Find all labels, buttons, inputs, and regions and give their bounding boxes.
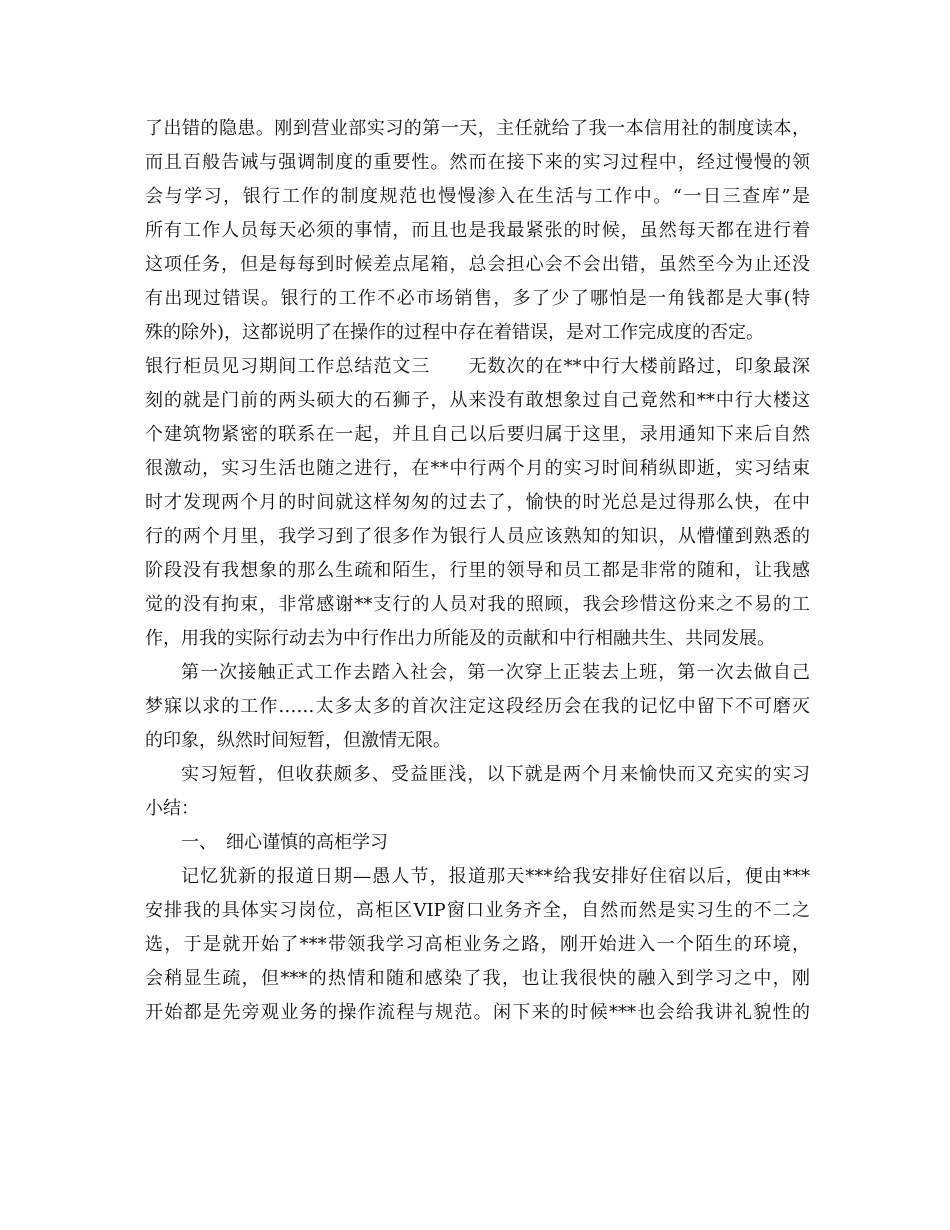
text-line: 觉的没有拘束，非常感谢**支行的人员对我的照顾，我会珍惜这份来之不易的工 xyxy=(145,594,810,615)
text-line: 了出错的隐患。刚到营业部实习的第一天，主任就给了我一本信用社的制度读本， xyxy=(145,118,810,139)
text-line: 银行柜员见习期间工作总结范文三 无数次的在**中行大楼前路过，印象最深 xyxy=(145,356,810,377)
document-body xyxy=(145,112,810,1030)
text-line: 时才发现两个月的时间就这样匆匆的过去了，愉快的时光总是过得那么快，在中 xyxy=(145,492,810,513)
text-line: 个建筑物紧密的联系在一起，并且自己以后要归属于这里，录用通知下来后自然 xyxy=(145,424,810,445)
text-line: 安排我的具体实习岗位，高柜区VIP窗口业务齐全，自然而然是实习生的不二之 xyxy=(145,900,810,921)
text-line: 会稍显生疏，但***的热情和随和感染了我，也让我很快的融入到学习之中，刚 xyxy=(145,968,810,989)
text-line: 会与学习，银行工作的制度规范也慢慢渗入在生活与工作中。“一日三查库”是 xyxy=(145,186,810,207)
text-line: 作，用我的实际行动去为中行作出力所能及的贡献和中行相融共生、共同发展。 xyxy=(145,628,775,649)
text-line: 行的两个月里，我学习到了很多作为银行人员应该熟知的知识，从懵懂到熟悉的 xyxy=(145,526,810,547)
text-line: 阶段没有我想象的那么生疏和陌生，行里的领导和员工都是非常的随和，让我感 xyxy=(145,560,810,581)
text-line: 殊的除外)，这都说明了在操作的过程中存在着错误，是对工作完成度的否定。 xyxy=(145,322,765,343)
text-line: 的印象，纵然时间短暂，但激情无限。 xyxy=(145,730,451,751)
text-line: 很激动，实习生活也随之进行，在**中行两个月的实习时间稍纵即逝，实习结束 xyxy=(145,458,810,479)
text-line: 实习短暂，但收获颇多、受益匪浅，以下就是两个月来愉快而又充实的实习 xyxy=(181,764,810,785)
text-line: 选，于是就开始了***带领我学习高柜业务之路，刚开始进入一个陌生的环境， xyxy=(145,934,810,955)
text-line: 小结： xyxy=(145,798,199,819)
text-line: 而且百般告诫与强调制度的重要性。然而在接下来的实习过程中，经过慢慢的领 xyxy=(145,152,810,173)
text-line: 刻的就是门前的两头硕大的石狮子，从来没有敢想象过自己竟然和**中行大楼这 xyxy=(145,390,810,411)
text-line: 第一次接触正式工作去踏入社会，第一次穿上正装去上班，第一次去做自己 xyxy=(181,662,810,683)
text-line: 开始都是先旁观业务的操作流程与规范。闲下来的时候***也会给我讲礼貌性的 xyxy=(145,1002,810,1023)
text-line: 记忆犹新的报道日期—愚人节，报道那天***给我安排好住宿以后，便由*** xyxy=(181,866,810,887)
text-line: 这项任务，但是每每到时候差点尾箱，总会担心会不会出错，虽然至今为止还没 xyxy=(145,254,810,275)
text-line: 所有工作人员每天必须的事情，而且也是我最紧张的时候，虽然每天都在进行着 xyxy=(145,220,810,241)
text-line: 有出现过错误。银行的工作不必市场销售，多了少了哪怕是一角钱都是大事(特 xyxy=(145,288,810,309)
text-line: 梦寐以求的工作……太多太多的首次注定这段经历会在我的记忆中留下不可磨灭 xyxy=(145,696,810,717)
section-heading: 一、 细心谨慎的高柜学习 xyxy=(181,832,388,853)
